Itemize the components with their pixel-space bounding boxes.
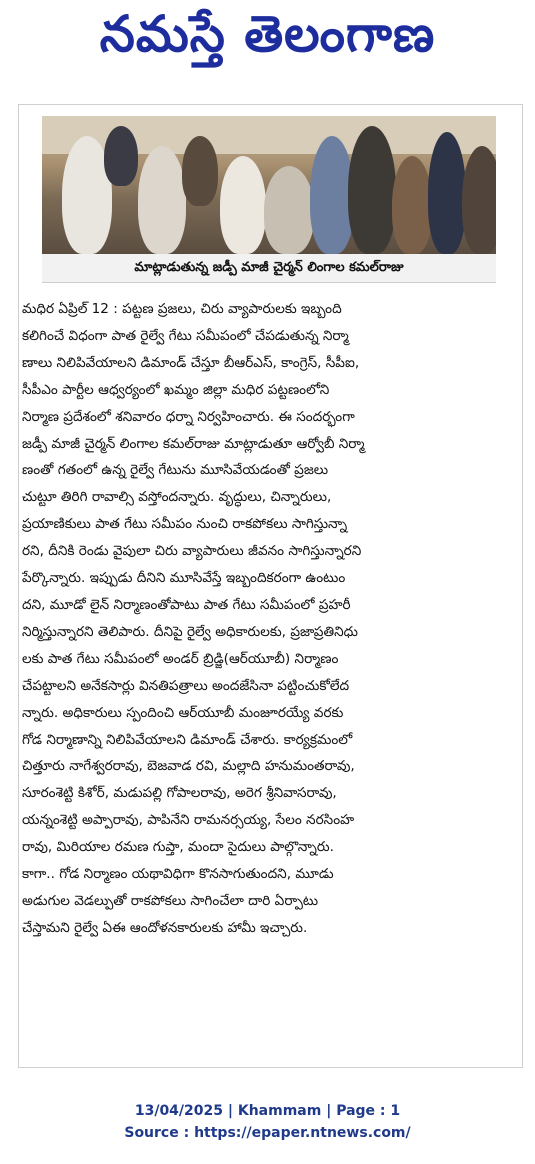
article-line: చేపట్టాలని అనేకసార్లు వినతిపత్రాలు అందజేసినా పట్టించుకోలేద xyxy=(22,677,350,694)
article-line: మధిర ఏప్రిల్ 12 : పట్టణ ప్రజలు, చిరు వ్యాపారులకు ఇబ్బంది xyxy=(22,301,342,317)
newspaper-logo: నమస్తే తెలంగాణ xyxy=(99,4,436,63)
article-line: అడుగుల వెడల్పుతో రాకపోకలు సాగించేలా దారి ఏర్పాటు xyxy=(22,892,319,909)
article-line: పేర్కొన్నారు. ఇప్పుడు దీనిని మూసివేస్తే ఇబ్బందికరంగా ఉంటుం xyxy=(22,570,346,587)
article-line: యన్నంశెట్టి అప్పారావు, పాపినేని రామనర్సయ్య, సేలం నరసింహ xyxy=(22,812,355,829)
article-body xyxy=(22,296,504,942)
article-line: ణంతో గతంలో ఉన్న రైల్వే గేటును మూసివేయడంతో ప్రజలు xyxy=(22,462,329,479)
article-line: రావు, మిరియాల రమణ గుప్తా, మందా సైదులు పాల్గొన్నారు. xyxy=(22,839,334,856)
source-link[interactable]: Source : https://epaper.ntnews.com/ xyxy=(124,1125,411,1141)
article-line: చుట్టూ తిరిగి రావాల్సి వస్తోందన్నారు. వృద్ధులు, చిన్నారులు, xyxy=(22,489,332,506)
article-line: ణాలు నిలిపివేయాలని డిమాండ్ చేస్తూ బీఆర్ఎస్, కాంగ్రెస్, సీపీఐ, xyxy=(22,354,360,371)
footer xyxy=(0,1100,535,1144)
article-line: ప్రయాణికులు పాత గేటు సమీపం నుంచి రాకపోకలు సాగిస్తున్నా xyxy=(22,516,348,533)
article-line: కాగా.. గోడ నిర్మాణం యథావిధిగా కొనసాగుతుందని, మూడు xyxy=(22,866,334,883)
article-line: జడ్పీ మాజీ చైర్మన్ లింగాల కమల్‌రాజు మాట్లాడుతూ ఆర్వోబీ నిర్మా xyxy=(22,435,365,452)
article-line: లకు పాత గేటు సమీపంలో అండర్ బ్రిడ్జి(ఆర్‌యూబీ) నిర్మాణం xyxy=(22,650,339,667)
article-line: నిర్మాణ ప్రదేశంలో శనివారం ధర్నా నిర్వహించారు. ఈ సందర్భంగా xyxy=(22,408,355,425)
article-line: సీపీఎం పార్టీల ఆధ్వర్యంలో ఖమ్మం జిల్లా మధిర పట్టణంలోని xyxy=(22,381,330,398)
article-line: నిర్మిస్తున్నారని తెలిపారు. దీనిపై రైల్వే అధికారులకు, ప్రజాప్రతినిధు xyxy=(22,623,358,640)
article-line: న్నారు. అధికారులు స్పందించి ఆర్‌యూబీ మంజూరయ్యే వరకు xyxy=(22,704,344,721)
article-line: రని, దీనికి రెండు వైపులా చిరు వ్యాపారులు జీవనం సాగిస్తున్నారని xyxy=(22,543,362,560)
article-line: సూరంశెట్టి కిశోర్, మడుపల్లి గోపాలరావు, అరెగ శ్రీనివాసరావు, xyxy=(22,785,337,802)
article-line: దని, మూడో లైన్ నిర్మాణంతోపాటు పాత గేటు సమీపంలో ప్రహరీ xyxy=(22,596,351,613)
masthead xyxy=(0,0,535,80)
article-line: చేస్తామని రైల్వే ఏఈ ఆందోళనకారులకు హామీ ఇచ్చారు. xyxy=(22,919,308,936)
article-photo xyxy=(42,116,496,254)
publication-meta: 13/04/2025 | Khammam | Page : 1 xyxy=(134,1103,401,1119)
article-line: గోడ నిర్మాణాన్ని నిలిపివేయాలని డిమాండ్ చేశారు. కార్యక్రమంలో xyxy=(22,731,353,748)
photo-caption: మాట్లాడుతున్న జడ్పీ మాజీ చైర్మన్ లింగాల కమల్‌రాజు xyxy=(42,254,496,283)
article-line: కలిగించే విధంగా పాత రైల్వే గేటు సమీపంలో చేపడుతున్న నిర్మా xyxy=(22,327,349,344)
article-line: చిత్తూరు నాగేశ్వరరావు, బెజవాడ రవి, మల్లాది హనుమంతరావు, xyxy=(22,758,355,775)
